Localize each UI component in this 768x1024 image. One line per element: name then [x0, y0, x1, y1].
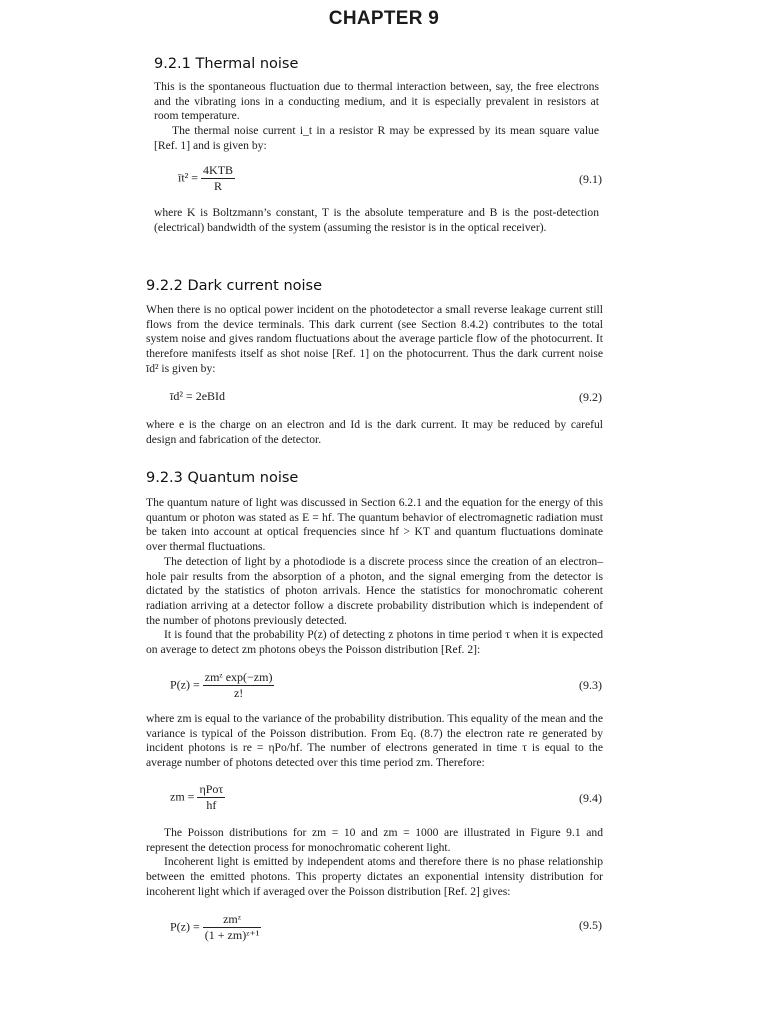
equation-9-1: [178, 163, 235, 194]
section-title-quantum-noise: 9.2.3 Quantum noise: [146, 470, 299, 486]
fraction: [203, 670, 275, 701]
equation-9-3: [170, 670, 274, 701]
paragraph: The detection of light by a photodiode is a discrete process since the creation of an electron–hole pair results from the absorption of a photon, and the signal emerging from the detector is dictated by the statistics of photon arrivals. Hence the statistics for monochromatic coherent radiation arriving at a detector follow a discrete probability distribution which is independent of the number of photons previously detected.: [146, 554, 603, 627]
fraction: [197, 782, 225, 813]
denominator: (1 + zm)ᶻ⁺¹: [204, 928, 260, 942]
paragraph: The Poisson distributions for zm = 10 and zm = 1000 are illustrated in Figure 9.1 and represent the detection process for monochromatic coherent light.: [146, 826, 603, 854]
denominator: R: [214, 179, 223, 193]
equation-lhs: īt² =: [178, 170, 199, 185]
equation-number: (9.3): [579, 678, 602, 692]
thermal-noise-text: [154, 80, 599, 154]
paragraph: The thermal noise current i_t in a resistor R may be expressed by its mean square value [Ref. 1] and is given by:: [154, 124, 599, 152]
equation-9-4: [170, 782, 225, 813]
fraction: [201, 163, 235, 194]
paragraph: where zm is equal to the variance of the probability distribution. This equality of the mean and the variance is typical of the Poisson distribution. From Eq. (8.7) the electron rate re generated by incident photons is re = ηPo/hf. The number of electrons generated in time τ is equal to the average number of photons detected over this time period zm. Therefore:: [146, 712, 603, 770]
section-title-dark-current-noise: 9.2.2 Dark current noise: [146, 278, 323, 294]
equation-number: (9.5): [579, 918, 602, 932]
paragraph: This is the spontaneous fluctuation due to thermal interaction between, say, the free electrons and the vibrating ions in a conducting medium, and it is especially prevalent in resistors at room temperature.: [154, 80, 599, 123]
numerator: zmᶻ exp(−zm): [204, 670, 273, 684]
denominator: hf: [206, 798, 217, 812]
equation-lhs: P(z) =: [170, 677, 200, 692]
equation-number: (9.2): [579, 390, 602, 404]
quantum-noise-text: [146, 496, 603, 658]
paragraph: where e is the charge on an electron and Id is the dark current. It may be reduced by careful design and fabrication of the detector.: [146, 418, 603, 446]
numerator: ηPoτ: [199, 782, 224, 796]
fraction: [203, 912, 262, 943]
equation-number: (9.1): [579, 172, 602, 186]
paragraph: where K is Boltzmann’s constant, T is the absolute temperature and B is the post-detection (electrical) bandwidth of the system (assuming the resistor is in the optical receiver).: [154, 206, 599, 234]
paragraph: It is found that the probability P(z) of detecting z photons in time period τ when it is expected on average to detect zm photons obeys the Poisson distribution [Ref. 2]:: [146, 628, 603, 657]
chapter-heading: CHAPTER 9: [328, 8, 440, 29]
equation-9-5: [170, 912, 261, 943]
section-title-thermal-noise: 9.2.1 Thermal noise: [154, 56, 299, 72]
denominator: z!: [233, 686, 244, 700]
equation-lhs: P(z) =: [170, 919, 200, 934]
numerator: zmᶻ: [203, 912, 262, 928]
paragraph: The quantum nature of light was discussed in Section 6.2.1 and the equation for the energy of this quantum or photon was stated as E = hf. The quantum behavior of electromagnetic radiation must be taken into account at optical frequencies since hf > KT and quantum fluctuations dominate over thermal fluctuations.: [146, 496, 603, 554]
quantum-noise-text-2: [146, 826, 603, 900]
equation-number: (9.4): [579, 791, 602, 805]
numerator: 4KTB: [203, 163, 234, 177]
equation-9-2: īd² = 2eBId: [170, 389, 226, 403]
paragraph: When there is no optical power incident on the photodetector a small reverse leakage current still flows from the device terminals. This dark current (see Section 8.4.2) contributes to the total system noise and gives random fluctuations about the average particle flow of the photocurrent. It therefore manifests itself as shot noise [Ref. 1] on the photocurrent. Thus the dark current noise īd² is given by:: [146, 303, 603, 375]
paragraph: Incoherent light is emitted by independent atoms and therefore there is no phase relationship between the emitted photons. This property dictates an exponential intensity distribution for incoherent light which if averaged over the Poisson distribution [Ref. 2] gives:: [146, 855, 603, 898]
equation-lhs: zm =: [170, 789, 195, 804]
